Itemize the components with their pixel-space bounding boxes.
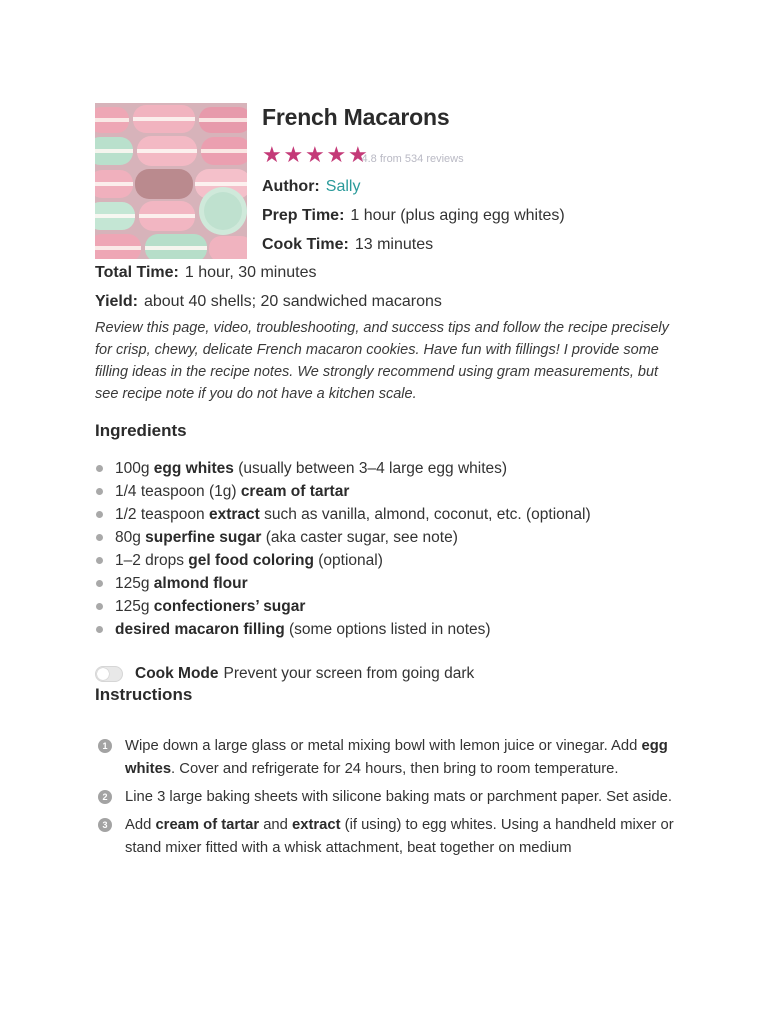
step-number-icon: 1 [98,739,112,753]
step-bold-text: extract [292,817,341,833]
cook-mode-toggle[interactable] [95,666,123,682]
ingredient-note: (some options listed in notes) [284,621,491,638]
yield-row [95,292,685,312]
recipe-meta [262,103,685,255]
cook-time-row [262,235,685,255]
ingredient-item [95,457,685,480]
author-label: Author: [262,178,320,195]
total-time-value: 1 hour, 30 minutes [184,264,317,281]
ingredient-amount: 80g [115,529,146,546]
ingredient-note: (aka caster sugar, see note) [261,529,458,546]
bullet-icon [96,580,103,587]
step-bold-text: egg whites [125,738,668,777]
instructions-heading: Instructions [95,685,193,704]
ingredient-item [95,503,685,526]
prep-time-label: Prep Time: [262,207,345,224]
instruction-step [95,735,685,781]
bullet-icon [96,557,103,564]
cook-time-value: 13 minutes [354,236,434,253]
recipe-title: French Macarons [262,104,450,130]
ingredients-list [95,457,685,641]
instruction-step [95,814,685,860]
ingredient-item [95,549,685,572]
ingredients-heading: Ingredients [95,421,187,440]
cook-time-label: Cook Time: [262,236,349,253]
step-text: Add [125,817,156,833]
step-bold-text: cream of tartar [155,817,260,833]
ingredient-item [95,572,685,595]
recipe-image[interactable] [95,103,247,259]
step-text: (if using) to egg whites. Using a handheld mixer or stand mixer fitted with a whisk attachment, beat together on medium [125,817,674,856]
ingredient-note: such as vanilla, almond, coconut, etc. (optional) [259,506,591,523]
bullet-icon [96,488,103,495]
ingredient-amount: 1/2 teaspoon [115,506,209,523]
toggle-knob [97,668,109,680]
ingredient-note: (usually between 3–4 large egg whites) [233,460,508,477]
recipe-header [95,103,685,263]
step-text: . Cover and refrigerate for 24 hours, then bring to room temperature. [171,761,619,777]
ingredient-item [95,480,685,503]
ingredient-item [95,595,685,618]
yield-label: Yield: [95,293,138,310]
ingredient-name: gel food coloring [188,552,314,569]
cook-mode-label: Cook Mode [135,665,219,682]
yield-value: about 40 shells; 20 sandwiched macarons [143,293,442,310]
prep-time-row [262,206,685,226]
recipe-summary: Review this page, video, troubleshooting, and success tips and follow the recipe precisely for crisp, chewy, delicate French macaron cookies. Have fun with fillings! I provide some filling ideas in the recipe notes. We strongly recommend using gram measurements, but see recipe note if you do not have a kitchen scale. [95,320,669,402]
ingredient-amount: 125g [115,598,154,615]
step-text: Line 3 large baking sheets with silicone baking mats or parchment paper. Set aside. [125,789,672,805]
total-time-row [95,263,685,283]
step-number-icon: 2 [98,790,112,804]
ingredient-amount: 100g [115,460,154,477]
star-icon[interactable]: ★ [348,142,368,167]
bullet-icon [96,511,103,518]
ingredient-name: almond flour [153,575,248,592]
bullet-icon [96,465,103,472]
macarons-photo [95,103,247,259]
ingredient-amount: 1/4 teaspoon (1g) [115,483,241,500]
star-icon[interactable]: ★ [283,142,304,167]
ingredient-name: cream of tartar [240,483,350,500]
ingredient-name: superfine sugar [145,529,262,546]
total-time-label: Total Time: [95,264,179,281]
ingredient-name: egg whites [153,460,234,477]
step-text: and [259,817,292,833]
ingredient-note: (optional) [313,552,383,569]
instruction-step [95,786,685,809]
star-icon[interactable]: ★ [262,142,282,167]
bullet-icon [96,626,103,633]
ingredient-name: confectioners’ sugar [153,598,306,615]
recipe-card [95,103,685,865]
recipe-details [95,263,685,312]
cook-mode-description: Prevent your screen from going dark [223,665,475,682]
author-row [262,177,685,197]
star-icon[interactable]: ★ [326,142,347,167]
author-link[interactable]: Sally [325,178,361,195]
bullet-icon [96,534,103,541]
cook-mode [95,663,685,685]
bullet-icon [96,603,103,610]
rating-text: 4.8 from 534 reviews [361,153,464,165]
ingredient-name: extract [208,506,260,523]
ingredient-amount: 125g [115,575,154,592]
step-text: Wipe down a large glass or metal mixing bowl with lemon juice or vinegar. Add [125,738,642,754]
rating[interactable] [262,144,685,166]
ingredient-amount: 1–2 drops [115,552,189,569]
prep-time-value: 1 hour (plus aging egg whites) [350,207,565,224]
step-number-icon: 3 [98,818,112,832]
instructions-list [95,735,685,860]
ingredient-name: desired macaron filling [115,621,285,638]
ingredient-item [95,526,685,549]
star-icon[interactable]: ★ [305,142,325,167]
ingredient-item [95,618,685,641]
